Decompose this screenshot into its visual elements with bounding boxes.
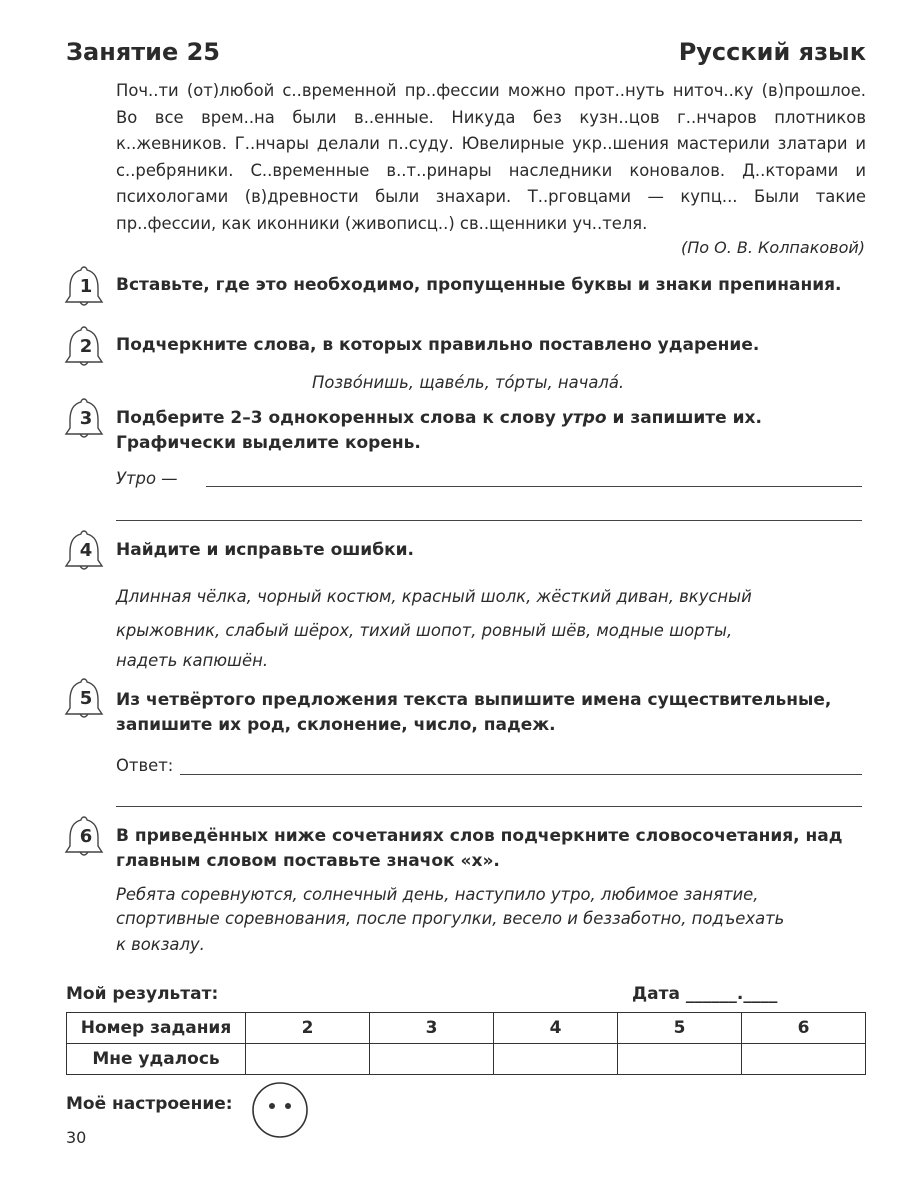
- answer-line[interactable]: [206, 486, 862, 487]
- task-number-cell: 5: [618, 1013, 742, 1044]
- task-title: Из четвёртого предложения текста выпишите имена существительные, запишите их род, склонение, число, падеж.: [116, 690, 832, 735]
- task-number-cell: 6: [742, 1013, 866, 1044]
- table-row: [67, 1013, 866, 1044]
- date-label: Дата ______.____: [632, 984, 778, 1004]
- success-cell[interactable]: [494, 1044, 618, 1075]
- mood-label: Моё настроение:: [66, 1094, 233, 1114]
- results-table: [66, 1012, 866, 1075]
- success-cell[interactable]: [246, 1044, 370, 1075]
- task-title-start: Подберите 2–3 однокоренных слова к слову: [116, 408, 562, 428]
- stress-words: Позвóнишь, щавéль, тóрты, началá.: [312, 373, 625, 392]
- row-header-task-number: Номер задания: [67, 1013, 246, 1044]
- success-cell[interactable]: [742, 1044, 866, 1075]
- exercise-text: [116, 78, 866, 237]
- task-title: Подчеркните слова, в которых правильно поставлено ударение.: [116, 335, 760, 355]
- lesson-title: Занятие 25: [66, 38, 220, 66]
- success-cell[interactable]: [370, 1044, 494, 1075]
- answer-label: Утро —: [116, 469, 178, 488]
- answer-label: Ответ:: [116, 756, 174, 775]
- task-number-cell: 2: [246, 1013, 370, 1044]
- task-number: 3: [79, 408, 93, 429]
- error-line-3: надеть капюшён.: [116, 651, 269, 670]
- phrases-line-1: Ребята соревнуются, солнечный день, наступило утро, любимое занятие,: [116, 885, 759, 904]
- task-title: [116, 406, 866, 456]
- answer-line[interactable]: [180, 774, 862, 775]
- task-number: 2: [79, 336, 93, 357]
- table-row: [67, 1044, 866, 1075]
- task-number-cell: 3: [370, 1013, 494, 1044]
- task-title: Вставьте, где это необходимо, пропущенные буквы и знаки препинания.: [116, 275, 842, 295]
- task-title: Найдите и исправьте ошибки.: [116, 540, 414, 560]
- smiley-face-icon[interactable]: [250, 1080, 310, 1140]
- task-number: 5: [79, 688, 93, 709]
- my-result-label: Мой результат:: [66, 984, 219, 1004]
- text-source: (По О. В. Колпаковой): [680, 238, 865, 257]
- task-number-cell: 4: [494, 1013, 618, 1044]
- task-number: 4: [79, 540, 93, 561]
- page-number: 30: [66, 1128, 87, 1147]
- answer-line[interactable]: [116, 520, 862, 521]
- row-header-success: Мне удалось: [67, 1044, 246, 1075]
- task-number: 1: [79, 276, 93, 297]
- phrases-line-2: спортивные соревнования, после прогулки, весело и беззаботно, подъехать: [116, 909, 785, 928]
- phrases-line-3: к вокзалу.: [116, 935, 205, 954]
- error-line-1: Длинная чёлка, чорный костюм, красный шолк, жёсткий диван, вкусный: [116, 587, 752, 606]
- success-cell[interactable]: [618, 1044, 742, 1075]
- subject-title: Русский язык: [678, 38, 866, 66]
- task-title: В приведённых ниже сочетаниях слов подчеркните словосочетания, над главным словом поставьте значок «х».: [116, 826, 843, 871]
- task-title-end: и запишите их. Графически выделите корень.: [116, 408, 762, 453]
- task-number: 6: [79, 826, 93, 847]
- exercise-paragraph: Поч..ти (от)любой с..временной пр..фессии можно прот..нуть ниточ..ку (в)прошлое. Во все врем..на были в..енные. Никуда без кузн..цов г..нчаров плотников к..жевников. Г..нчары делали п..суду. Ювелирные укр..шения мастерили златари и с..ребряники. С..временные в..т..ринары наследники коновалов. Д..кторами и психологами (в)древности были знахари. Т..рговцами — купц... Были такие пр..фессии, как иконники (живописц..) св..щенники уч..теля.: [116, 81, 866, 233]
- error-line-2: крыжовник, слабый шёрох, тихий шопот, ровный шёв, модные шорты,: [116, 621, 733, 640]
- keyword-utro: утро: [561, 408, 607, 428]
- answer-line[interactable]: [116, 806, 862, 807]
